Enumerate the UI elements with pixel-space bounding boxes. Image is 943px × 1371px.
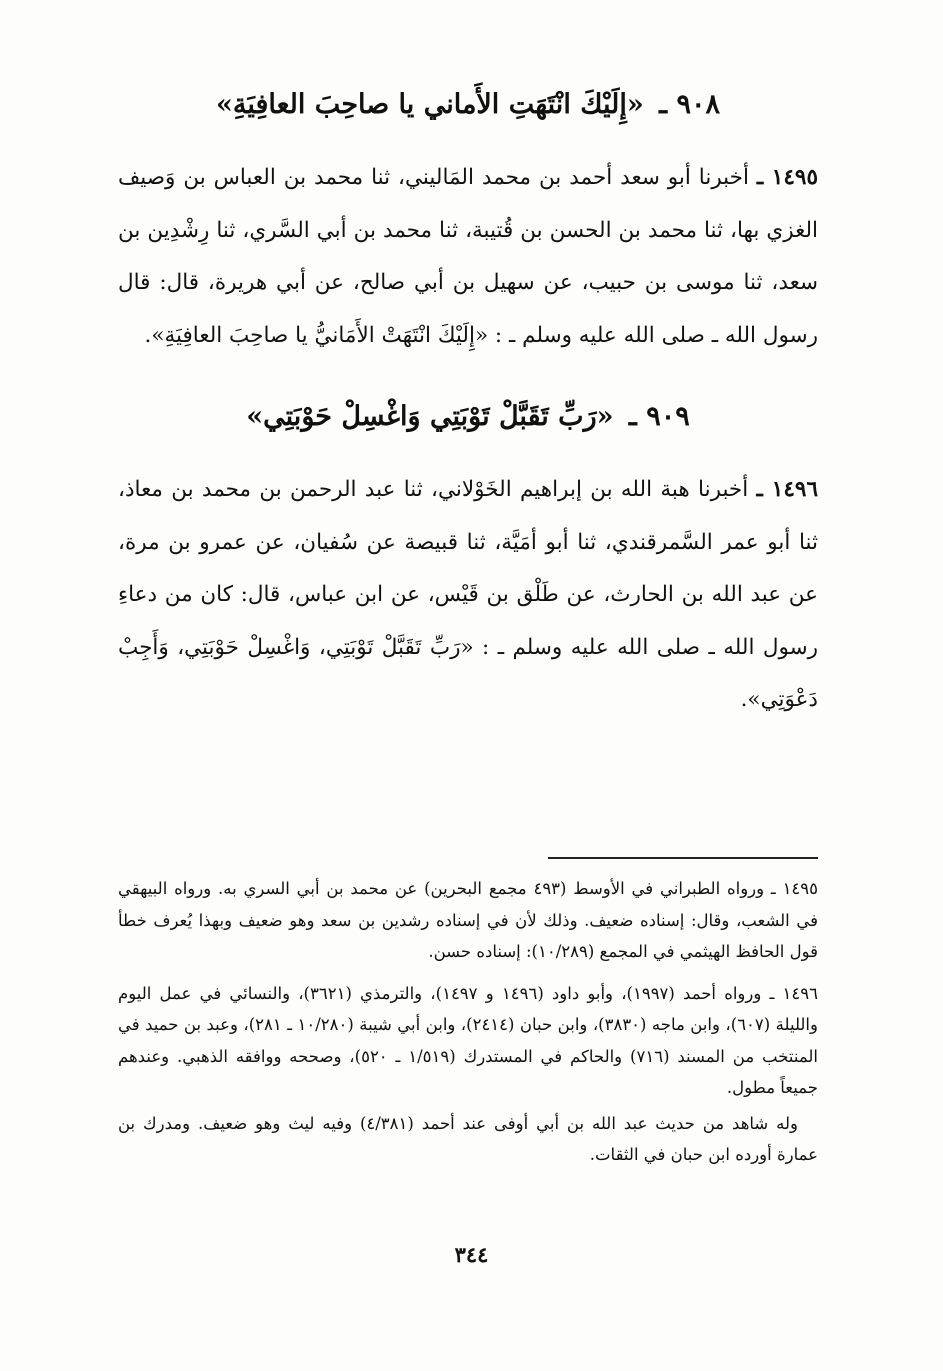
hadith-number: ١٤٩٥ ـ <box>756 165 818 190</box>
section-heading-908 <box>118 80 818 130</box>
section-heading-909 <box>118 392 818 442</box>
main-text <box>118 80 818 727</box>
footnote-1496: ١٤٩٦ ـ ورواه أحمد (١٩٩٧)، وأبو داود (١٤٩٦ و ١٤٩٧)، والترمذي (٣٦٢١)، والنسائي في عمل اليوم والليلة (٦٠٧)، وابن ماجه (٣٨٣٠)، وابن حبان (٢٤١٤)، وابن أبي شيبة (١٠/٢٨٠ ـ ٢٨١)، وعبد بن حميد في المنتخب من المسند (٧١٦) والحاكم في المستدرك (١/٥١٩ ـ ٥٢٠)، وصححه ووافقه الذهبي. وعندهم جميعاً مطول. <box>118 983 818 1097</box>
footnotes <box>118 873 818 1171</box>
hadith-text: أخبرنا أبو سعد أحمد بن محمد المَاليني، ثنا محمد بن العباس بن وَصيف الغزي بها، ثنا محمد بن الحسن بن قُتيبة، ثنا محمد بن أبي السَّري، ثنا رِشْدِين بن سعد، ثنا موسى بن حبيب، عن سهيل بن أبي صالح، عن أبي هريرة، قال: قال رسول الله ـ صلى الله عليه وسلم ـ : «إِلَيْكَ انْتَهَتْ الأَمَانيُّ يا صاحِبَ العافِيَةِ». <box>118 165 818 348</box>
heading-number: ٩٠٨ ـ <box>659 89 720 120</box>
heading-text: «إِلَيْكَ انْتَهَتِ الأَماني يا صاحِبَ العافِيَةِ» <box>216 89 644 120</box>
footnote-separator <box>548 857 818 859</box>
spacer <box>118 362 818 392</box>
hadith-text: أخبرنا هبة الله بن إبراهيم الخَوْلاني، ثنا عبد الرحمن بن محمد بن معاذ، ثنا أبو عمر السَّمرقندي، ثنا أبو أمَيَّة، ثنا قبيصة عن سُفيان، عن عمرو بن مرة، عن عبد الله بن الحارث، عن طَلْق بن قَيْس، عن ابن عباس، قال: كان من دعاءِ رسول الله ـ صلى الله عليه وسلم ـ : «رَبِّ تَقَبَّلْ تَوْبَتِي، وَاغْسِلْ حَوْبَتِي، وَأَجِبْ دَعْوَتِي». <box>118 477 818 712</box>
hadith-paragraph-1495 <box>118 152 818 362</box>
hadith-number: ١٤٩٦ ـ <box>756 477 818 502</box>
heading-number: ٩٠٩ ـ <box>628 401 690 432</box>
page-number: ٣٤٤ <box>454 1242 489 1267</box>
footnote-1496-continued: وله شاهد من حديث عبد الله بن أبي أوفى عند أحمد (٤/٣٨١) وفيه ليث وهو ضعيف. ومدرك بن عمارة أورده ابن حبان في الثقات. <box>118 1113 818 1164</box>
footnote-1495: ١٤٩٥ ـ ورواه الطبراني في الأوسط (٤٩٣ مجمع البحرين) عن محمد بن أبي السري به. ورواه البيهقي في الشعب، وقال: إسناده ضعيف. وذلك لأن في إسناده رشدين بن سعد وهو ضعيف وبهذا يُعرف خطأ قول الحافظ الهيثمي في المجمع (١٠/٢٨٩): إسناده حسن. <box>118 879 819 961</box>
hadith-paragraph-1496 <box>118 464 818 727</box>
heading-text: «رَبِّ تَقَبَّلْ تَوْبَتِي وَاغْسِلْ حَوْبَتِي» <box>246 401 614 432</box>
